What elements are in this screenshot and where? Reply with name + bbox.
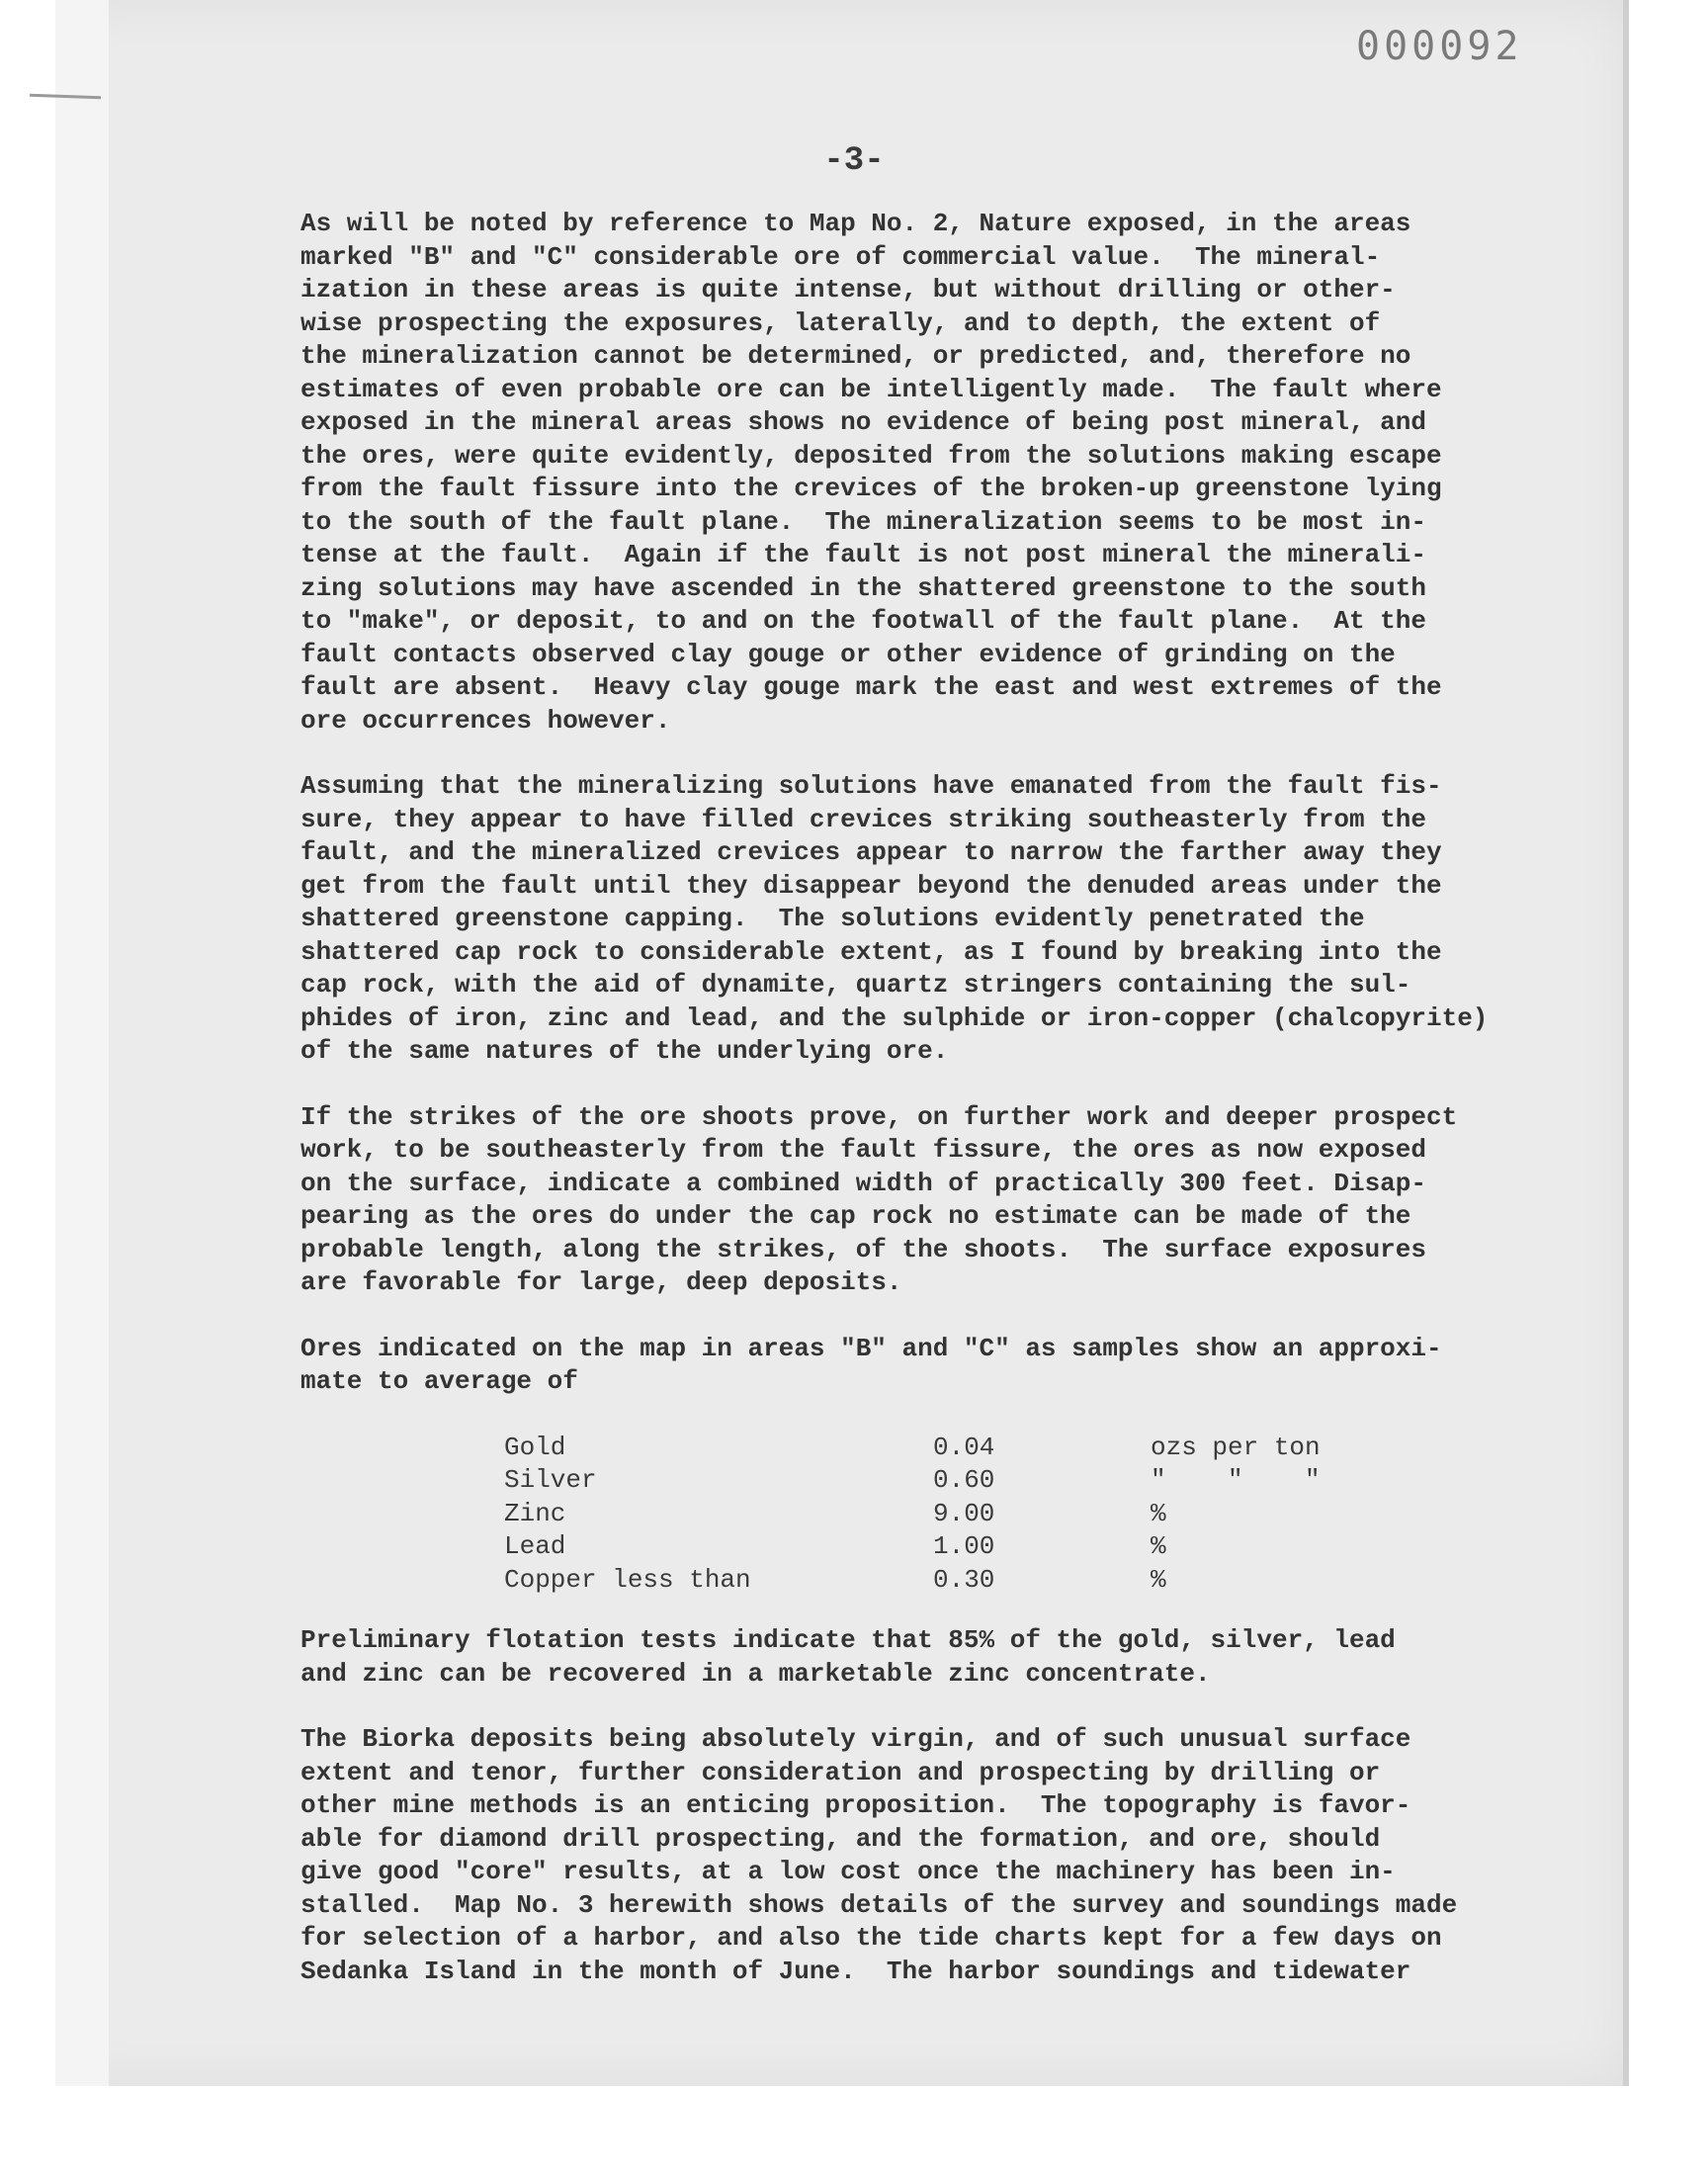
text-line: able for diamond drill prospecting, and the formation, and ore, should xyxy=(300,1823,1381,1854)
text-line: get from the fault until they disappear beyond the denuded areas under the xyxy=(300,870,1442,901)
sheet-left-margin xyxy=(55,0,109,2086)
assay-unit: " " " xyxy=(1151,1465,1321,1495)
document-stamp-number: 000092 xyxy=(1356,24,1523,69)
text-line: for selection of a harbor, and also the tide charts kept for a few days on xyxy=(300,1923,1442,1953)
text-line: give good "core" results, at a low cost once the machinery has been in- xyxy=(300,1857,1396,1886)
text-line: marked "B" and "C" considerable ore of commercial value. The mineral- xyxy=(300,241,1381,272)
assay-row xyxy=(504,1564,1585,1598)
paragraph xyxy=(300,1723,1585,1988)
paragraph xyxy=(300,1101,1585,1300)
text-line: other mine methods is an enticing proposition. The topography is favor- xyxy=(300,1790,1411,1820)
text-line: zing solutions may have ascended in the shattered greenstone to the south xyxy=(300,572,1426,603)
text-line: Sedanka Island in the month of June. The harbor soundings and tidewater xyxy=(300,1956,1411,1986)
text-line: estimates of even probable ore can be intelligently made. The fault where xyxy=(300,374,1442,404)
assay-mineral: Copper less than xyxy=(504,1564,751,1595)
text-line: shattered greenstone capping. The solutions evidently penetrated the xyxy=(300,904,1365,933)
text-line: of the same natures of the underlying ore. xyxy=(300,1036,949,1066)
text-line: fault, and the mineralized crevices appear to narrow the farther away they xyxy=(300,837,1442,867)
text-line: wise prospecting the exposures, laterally, and to depth, the extent of xyxy=(300,307,1381,338)
assay-unit: % xyxy=(1151,1531,1166,1561)
text-line: probable length, along the strikes, of the shoots. The surface exposures xyxy=(300,1234,1426,1264)
assay-row xyxy=(504,1464,1585,1498)
text-line: to the south of the fault plane. The mineralization seems to be most in- xyxy=(300,506,1426,537)
text-line: work, to be southeasterly from the fault fissure, the ores as now exposed xyxy=(300,1135,1426,1165)
text-line: If the strikes of the ore shoots prove, on further work and deeper prospect xyxy=(300,1101,1458,1132)
assay-value: 0.60 xyxy=(933,1465,995,1495)
paragraph xyxy=(300,1624,1585,1691)
paragraph xyxy=(300,1333,1585,1399)
paragraph-group xyxy=(300,208,1585,1399)
assay-value: 0.04 xyxy=(933,1432,995,1462)
assay-unit: ozs per ton xyxy=(1151,1432,1321,1462)
assay-unit: % xyxy=(1151,1498,1166,1528)
assay-mineral: Gold xyxy=(504,1432,566,1462)
text-line: exposed in the mineral areas shows no evidence of being post mineral, and xyxy=(300,407,1426,437)
text-line: Preliminary flotation tests indicate that 85% of the gold, silver, lead xyxy=(300,1625,1396,1655)
text-line: phides of iron, zinc and lead, and the sulphide or iron-copper (chalcopyrite) xyxy=(300,1002,1489,1033)
assay-value: 9.00 xyxy=(933,1498,995,1528)
text-line: tense at the fault. Again if the fault is not post mineral the minerali- xyxy=(300,540,1426,569)
text-line: sure, they appear to have filled crevices striking southeasterly from the xyxy=(300,804,1426,834)
text-line: from the fault fissure into the crevices of the broken-up greenstone lying xyxy=(300,474,1442,503)
text-line: extent and tenor, further consideration and prospecting by drilling or xyxy=(300,1757,1381,1787)
text-line: Assuming that the mineralizing solutions have emanated from the fault fis- xyxy=(300,771,1442,801)
paragraph xyxy=(300,208,1585,738)
assay-value: 1.00 xyxy=(933,1531,995,1561)
text-line: the ores, were quite evidently, deposited from the solutions making escape xyxy=(300,440,1442,471)
text-line: are favorable for large, deep deposits. xyxy=(300,1267,902,1297)
text-line: The Biorka deposits being absolutely virgin, and of such unusual surface xyxy=(300,1724,1411,1754)
closing-paragraph-group xyxy=(300,1624,1585,1988)
assay-table xyxy=(300,1432,1585,1598)
text-line: ization in these areas is quite intense, but without drilling or other- xyxy=(300,275,1396,304)
text-line: As will be noted by reference to Map No. 2, Nature exposed, in the areas xyxy=(300,209,1411,238)
text-line: shattered cap rock to considerable extent, as I found by breaking into the xyxy=(300,936,1442,967)
assay-mineral: Zinc xyxy=(504,1498,566,1528)
document-body xyxy=(300,208,1585,2021)
assay-mineral: Silver xyxy=(504,1465,597,1495)
assay-row xyxy=(504,1432,1585,1465)
text-line: and zinc can be recovered in a marketable zinc concentrate. xyxy=(300,1658,1211,1689)
paragraph xyxy=(300,770,1585,1069)
text-line: cap rock, with the aid of dynamite, quartz stringers containing the sul- xyxy=(300,970,1411,1000)
text-line: fault are absent. Heavy clay gouge mark the east and west extremes of the xyxy=(300,672,1442,702)
assay-row xyxy=(504,1530,1585,1564)
text-line: stalled. Map No. 3 herewith shows details of the survey and soundings made xyxy=(300,1889,1458,1920)
text-line: fault contacts observed clay gouge or other evidence of grinding on the xyxy=(300,639,1396,669)
assay-unit: % xyxy=(1151,1564,1166,1595)
text-line: pearing as the ores do under the cap rock no estimate can be made of the xyxy=(300,1201,1411,1231)
assay-row xyxy=(504,1498,1585,1531)
page-number: -3- xyxy=(823,142,885,180)
assay-value: 0.30 xyxy=(933,1564,995,1595)
text-line: on the surface, indicate a combined width of practically 300 feet. Disap- xyxy=(300,1168,1426,1198)
text-line: to "make", or deposit, to and on the footwall of the fault plane. At the xyxy=(300,606,1426,636)
sheet-right-edge xyxy=(1623,0,1629,2086)
text-line: Ores indicated on the map in areas "B" and "C" as samples show an approxi- xyxy=(300,1333,1442,1363)
text-line: mate to average of xyxy=(300,1366,578,1396)
assay-mineral: Lead xyxy=(504,1531,566,1561)
text-line: ore occurrences however. xyxy=(300,705,671,736)
text-line: the mineralization cannot be determined, or predicted, and, therefore no xyxy=(300,341,1411,371)
